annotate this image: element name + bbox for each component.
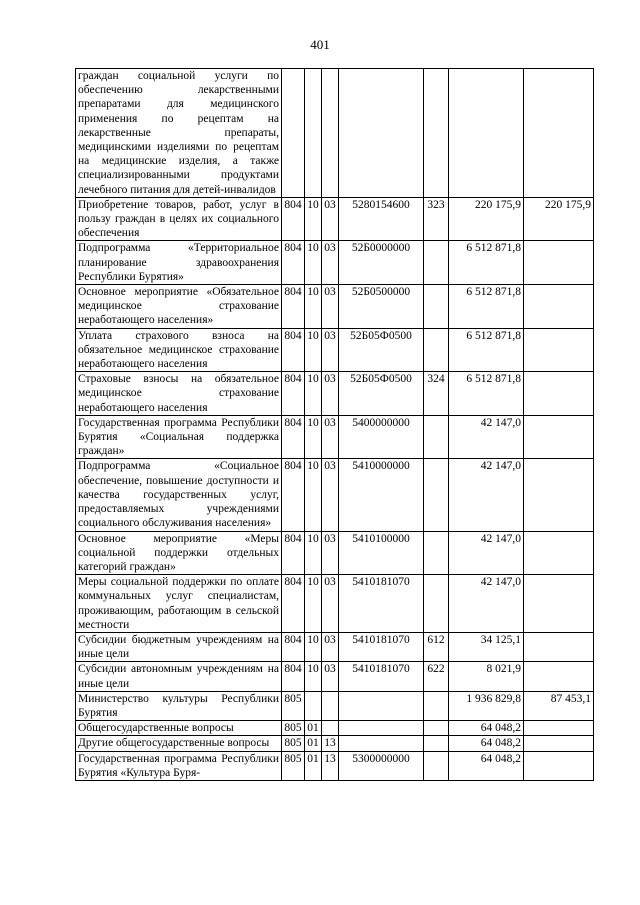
row-grbs-code: 804 — [282, 662, 305, 691]
row-grbs-code: 805 — [282, 691, 305, 720]
row-target-article — [339, 69, 424, 198]
row-section-code: 10 — [305, 459, 322, 531]
table-row — [76, 415, 594, 459]
row-subsection-code: 03 — [322, 632, 339, 661]
table-row — [76, 691, 594, 720]
row-target-article: 5280154600 — [339, 197, 424, 241]
page-number: 401 — [310, 37, 330, 52]
row-subsection-code: 03 — [322, 197, 339, 241]
row-grbs-code — [282, 69, 305, 198]
budget-table — [75, 68, 594, 781]
row-subsection-code: 03 — [322, 575, 339, 633]
table-row — [76, 751, 594, 780]
row-section-code — [305, 691, 322, 720]
row-section-code: 10 — [305, 285, 322, 329]
row-section-code: 01 — [305, 751, 322, 780]
row-section-code: 10 — [305, 662, 322, 691]
row-name: Основное мероприятие «Меры социальной поддержки отдельных категорий граждан» — [76, 531, 282, 575]
row-grbs-code: 804 — [282, 531, 305, 575]
row-target-article: 52Б0500000 — [339, 285, 424, 329]
row-amount: 42 147,0 — [449, 531, 524, 575]
row-section-code: 10 — [305, 372, 322, 416]
row-grbs-code: 804 — [282, 575, 305, 633]
row-amount-federal — [524, 632, 594, 661]
row-subsection-code — [322, 691, 339, 720]
row-expense-type — [424, 531, 449, 575]
row-name: Основное мероприятие «Обязательное медицинское страхование неработающего населения» — [76, 285, 282, 329]
row-grbs-code: 805 — [282, 721, 305, 736]
row-amount-federal — [524, 241, 594, 285]
row-amount: 6 512 871,8 — [449, 285, 524, 329]
row-section-code: 10 — [305, 575, 322, 633]
row-name: Министерство культуры Республики Бурятия — [76, 691, 282, 720]
row-target-article: 5300000000 — [339, 751, 424, 780]
table-row — [76, 69, 594, 198]
row-subsection-code: 03 — [322, 328, 339, 372]
row-amount-federal: 87 453,1 — [524, 691, 594, 720]
row-expense-type — [424, 415, 449, 459]
row-name: Государственная программа Республики Бурятия «Социальная поддержка граждан» — [76, 415, 282, 459]
row-target-article: 5410181070 — [339, 575, 424, 633]
row-expense-type — [424, 751, 449, 780]
table-row — [76, 197, 594, 241]
row-name: граждан социальной услуги по обеспечению лекарственными препаратами для медицинского применения по рецептам на лекарственные препараты, медицинскими изделиями по рецептам на медицинские изделия, а также специализированными продуктами лечебного питания для детей-инвалидов — [76, 69, 282, 198]
row-amount-federal — [524, 69, 594, 198]
row-expense-type — [424, 459, 449, 531]
row-amount: 42 147,0 — [449, 459, 524, 531]
table-row — [76, 531, 594, 575]
row-expense-type — [424, 721, 449, 736]
row-target-article: 5400000000 — [339, 415, 424, 459]
row-subsection-code: 03 — [322, 459, 339, 531]
row-target-article: 5410181070 — [339, 632, 424, 661]
row-target-article: 52Б0000000 — [339, 241, 424, 285]
row-amount: 42 147,0 — [449, 415, 524, 459]
row-amount-federal — [524, 721, 594, 736]
row-subsection-code: 03 — [322, 285, 339, 329]
row-amount: 6 512 871,8 — [449, 328, 524, 372]
table-row — [76, 721, 594, 736]
table-row — [76, 285, 594, 329]
row-section-code: 01 — [305, 736, 322, 751]
row-expense-type — [424, 575, 449, 633]
row-expense-type: 622 — [424, 662, 449, 691]
row-grbs-code: 804 — [282, 285, 305, 329]
row-subsection-code: 03 — [322, 662, 339, 691]
row-subsection-code: 13 — [322, 736, 339, 751]
row-name: Подпрограмма «Социальное обеспечение, повышение доступности и качества государственных услуг, предоставляемых учреждениями социального обслуживания населения» — [76, 459, 282, 531]
row-expense-type — [424, 736, 449, 751]
row-target-article: 5410000000 — [339, 459, 424, 531]
row-target-article — [339, 691, 424, 720]
row-section-code: 10 — [305, 632, 322, 661]
budget-table-body — [76, 69, 594, 781]
row-name: Страховые взносы на обязательное медицинское страхование неработающего населения — [76, 372, 282, 416]
row-section-code: 10 — [305, 328, 322, 372]
row-section-code: 10 — [305, 415, 322, 459]
table-row — [76, 662, 594, 691]
row-name: Субсидии бюджетным учреждениям на иные цели — [76, 632, 282, 661]
row-grbs-code: 804 — [282, 632, 305, 661]
row-target-article: 5410181070 — [339, 662, 424, 691]
row-amount-federal — [524, 531, 594, 575]
row-grbs-code: 804 — [282, 328, 305, 372]
row-amount: 34 125,1 — [449, 632, 524, 661]
row-section-code: 10 — [305, 197, 322, 241]
row-subsection-code: 03 — [322, 372, 339, 416]
row-amount: 6 512 871,8 — [449, 241, 524, 285]
row-target-article — [339, 721, 424, 736]
row-grbs-code: 805 — [282, 736, 305, 751]
row-amount-federal — [524, 372, 594, 416]
row-grbs-code: 804 — [282, 372, 305, 416]
row-name: Государственная программа Республики Бурятия «Культура Буря- — [76, 751, 282, 780]
row-expense-type — [424, 69, 449, 198]
row-grbs-code: 804 — [282, 415, 305, 459]
row-amount — [449, 69, 524, 198]
row-amount: 1 936 829,8 — [449, 691, 524, 720]
row-subsection-code — [322, 69, 339, 198]
row-amount-federal — [524, 662, 594, 691]
row-expense-type — [424, 285, 449, 329]
row-section-code: 10 — [305, 241, 322, 285]
row-expense-type: 324 — [424, 372, 449, 416]
row-amount: 42 147,0 — [449, 575, 524, 633]
row-section-code — [305, 69, 322, 198]
row-amount: 220 175,9 — [449, 197, 524, 241]
row-name: Общегосударственные вопросы — [76, 721, 282, 736]
row-target-article: 5410100000 — [339, 531, 424, 575]
row-name: Приобретение товаров, работ, услуг в пользу граждан в целях их социального обеспечения — [76, 197, 282, 241]
row-grbs-code: 804 — [282, 459, 305, 531]
row-subsection-code: 13 — [322, 751, 339, 780]
row-amount-federal — [524, 736, 594, 751]
row-name: Подпрограмма «Территориальное планирование здравоохранения Республики Бурятия» — [76, 241, 282, 285]
row-amount-federal — [524, 285, 594, 329]
table-row — [76, 328, 594, 372]
row-expense-type — [424, 691, 449, 720]
row-grbs-code: 804 — [282, 197, 305, 241]
row-grbs-code: 804 — [282, 241, 305, 285]
row-expense-type — [424, 328, 449, 372]
table-row — [76, 372, 594, 416]
table-row — [76, 241, 594, 285]
row-amount: 8 021,9 — [449, 662, 524, 691]
table-row — [76, 736, 594, 751]
row-amount-federal — [524, 751, 594, 780]
row-amount: 6 512 871,8 — [449, 372, 524, 416]
row-grbs-code: 805 — [282, 751, 305, 780]
table-row — [76, 575, 594, 633]
row-amount: 64 048,2 — [449, 751, 524, 780]
row-amount-federal — [524, 575, 594, 633]
row-amount: 64 048,2 — [449, 721, 524, 736]
row-name: Уплата страхового взноса на обязательное медицинское страхование неработающего населения — [76, 328, 282, 372]
row-target-article: 52Б05Ф0500 — [339, 328, 424, 372]
row-subsection-code: 03 — [322, 531, 339, 575]
row-name: Субсидии автономным учреждениям на иные цели — [76, 662, 282, 691]
row-subsection-code: 03 — [322, 415, 339, 459]
row-expense-type — [424, 241, 449, 285]
row-amount-federal: 220 175,9 — [524, 197, 594, 241]
row-amount-federal — [524, 328, 594, 372]
table-row — [76, 632, 594, 661]
table-row — [76, 459, 594, 531]
row-amount-federal — [524, 459, 594, 531]
row-target-article — [339, 736, 424, 751]
row-name: Другие общегосударственные вопросы — [76, 736, 282, 751]
row-name: Меры социальной поддержки по оплате коммунальных услуг специалистам, проживающим, работающим в сельской местности — [76, 575, 282, 633]
row-subsection-code: 03 — [322, 241, 339, 285]
row-section-code: 01 — [305, 721, 322, 736]
row-target-article: 52Б05Ф0500 — [339, 372, 424, 416]
row-subsection-code — [322, 721, 339, 736]
row-expense-type: 323 — [424, 197, 449, 241]
row-amount-federal — [524, 415, 594, 459]
row-section-code: 10 — [305, 531, 322, 575]
row-expense-type: 612 — [424, 632, 449, 661]
row-amount: 64 048,2 — [449, 736, 524, 751]
